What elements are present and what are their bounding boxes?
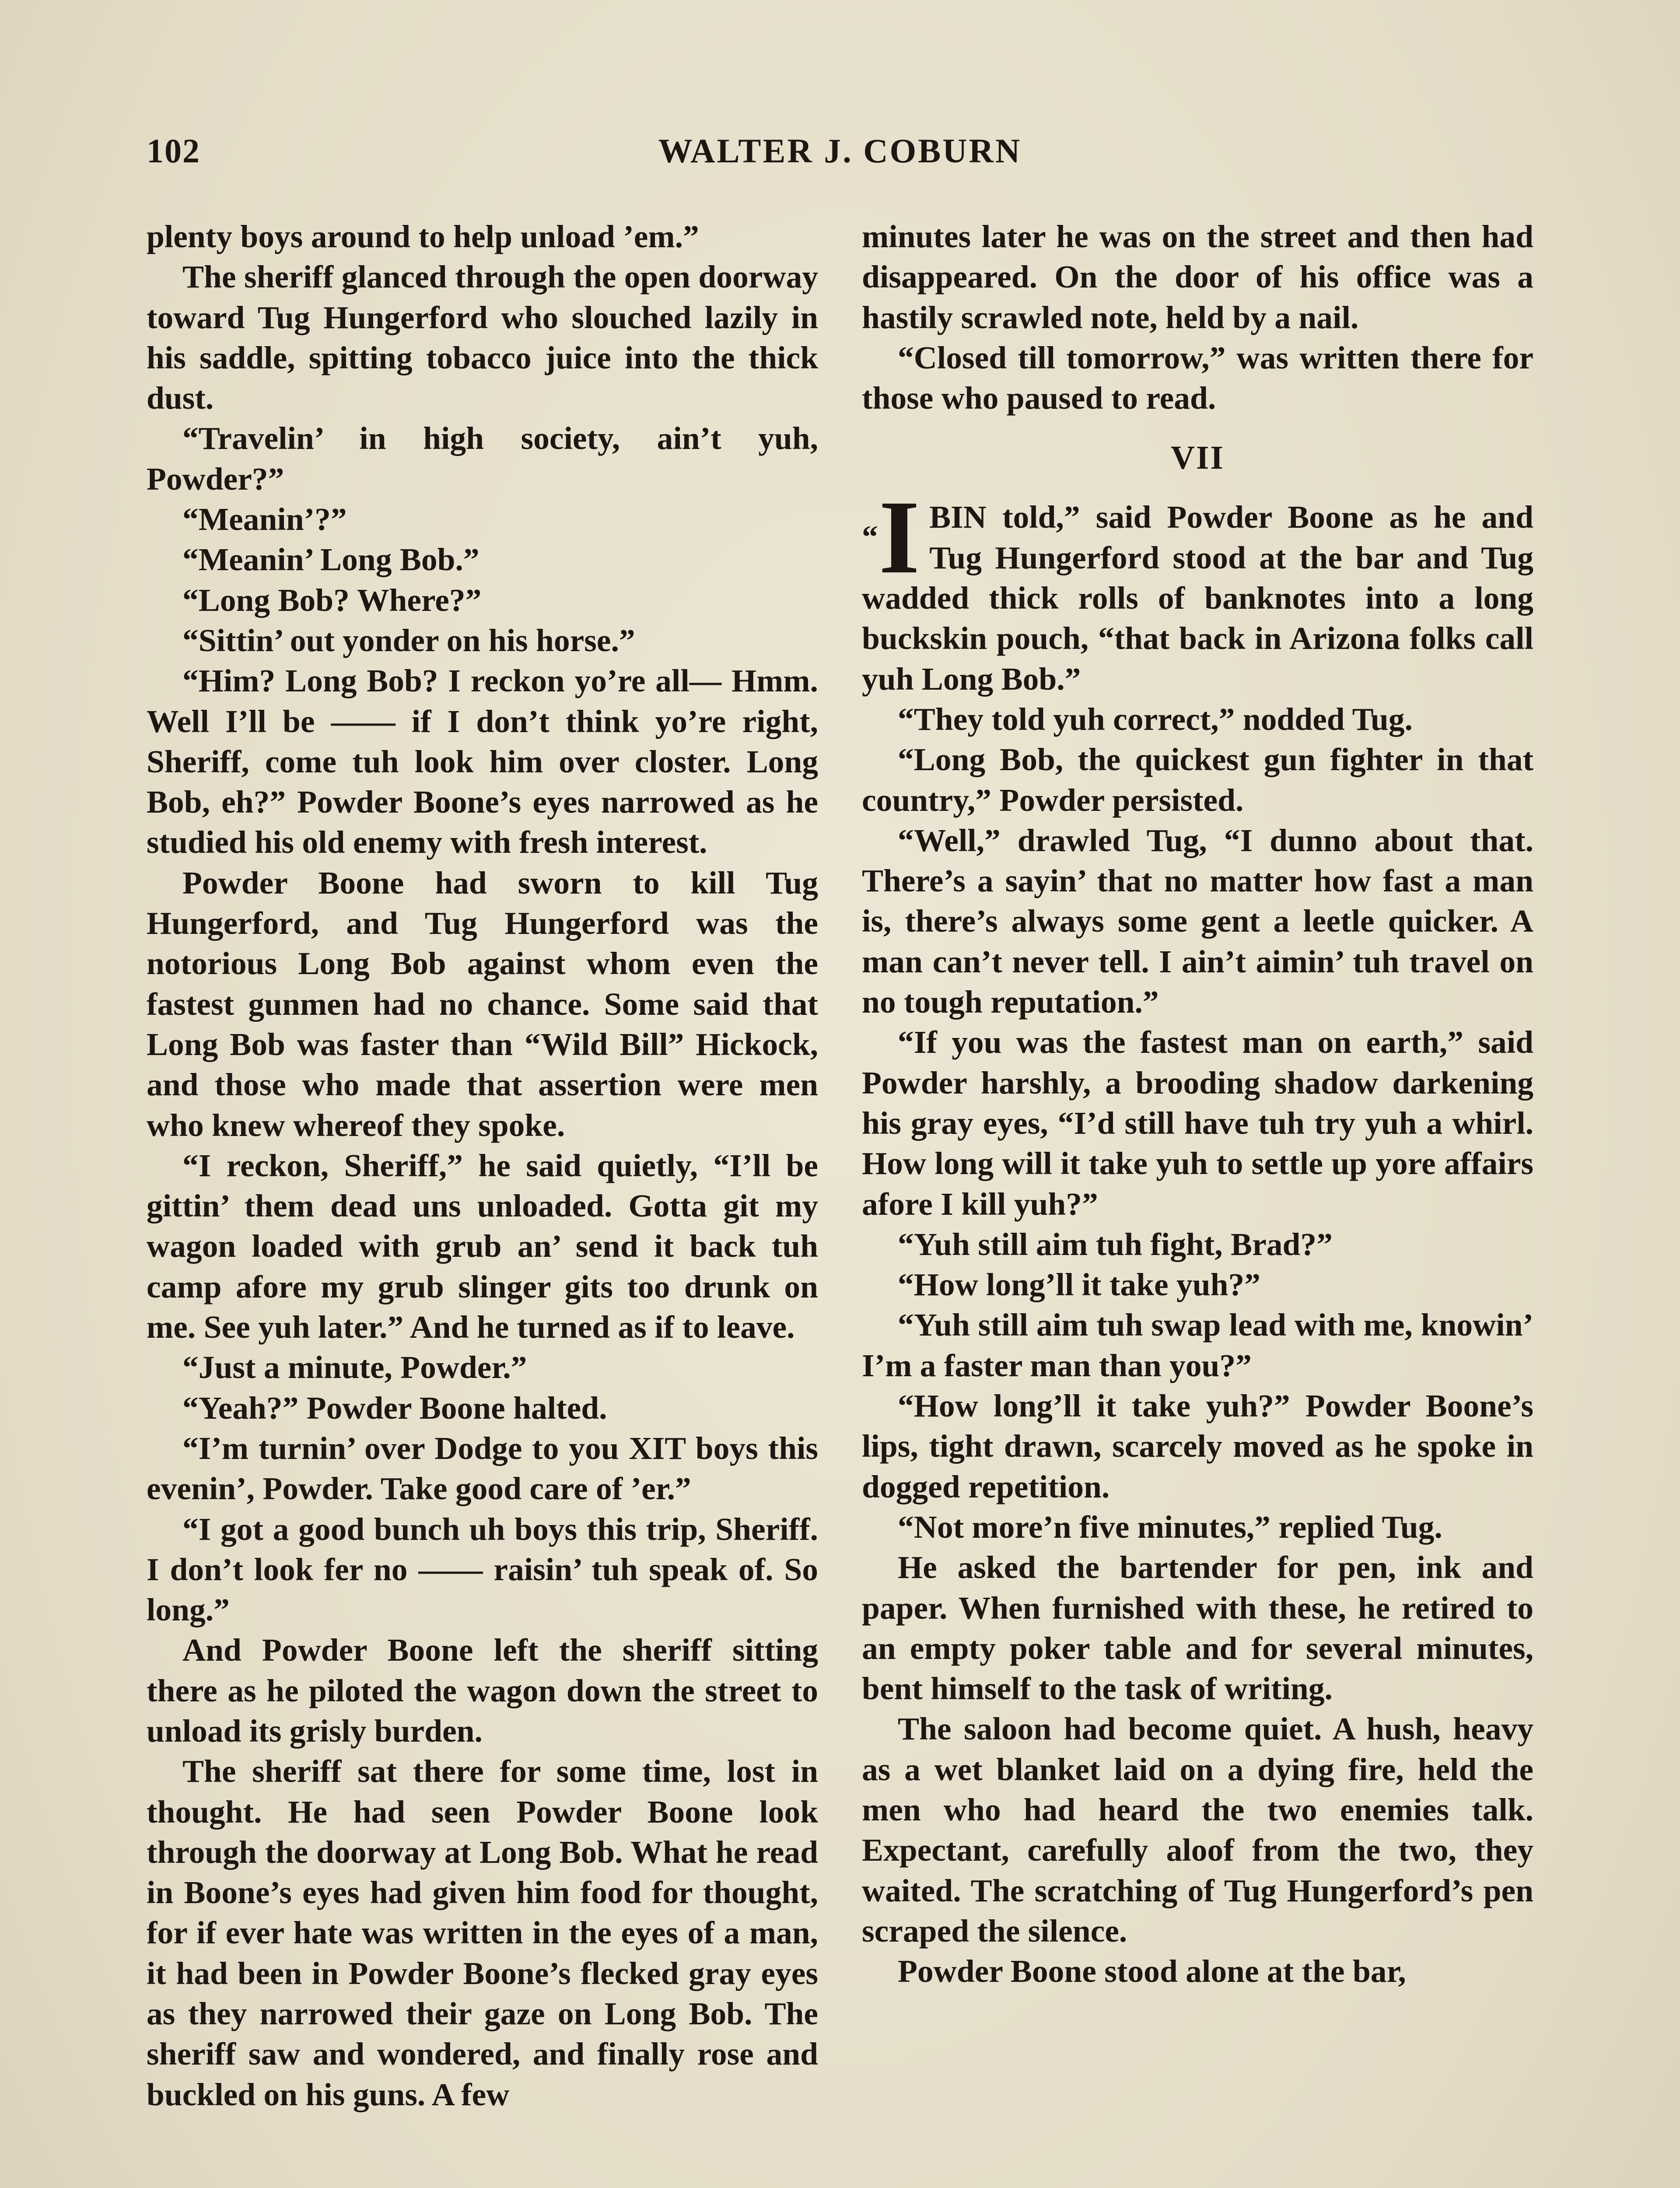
paragraph: And Powder Boone left the sheriff sitting there as he piloted the wagon down the street to unload its grisly burden. [147, 1632, 818, 1749]
paragraph: “How long’ll it take yuh?” [898, 1267, 1260, 1303]
right-column-rest [862, 699, 1533, 1992]
paragraph: “Meanin’ Long Bob.” [182, 542, 480, 578]
paragraph: “Yuh still aim tuh swap lead with me, knowin’ I’m a faster man than you?” [862, 1307, 1533, 1383]
running-head: WALTER J. COBURN [658, 132, 1022, 170]
paragraph: “Sittin’ out yonder on his horse.” [182, 622, 635, 658]
paragraph: “They told yuh correct,” nodded Tug. [898, 701, 1413, 737]
drop-cap-letter: I [878, 479, 920, 596]
paragraph: “I reckon, Sheriff,” he said quietly, “I’ll be gittin’ them dead uns unloaded. Gotta git my wagon loaded with grub an’ send it back tuh camp afore my grub slinger gits too drunk on me. See yuh later.” And he turned as if to leave. [147, 1147, 818, 1345]
paragraph: The saloon had become quiet. A hush, heavy as a wet blanket laid on a dying fire, held the men who had heard the two enemies talk. Expectant, carefully aloof from the two, they waited. The scratching of Tug Hungerford’s pen scraped the silence. [862, 1711, 1533, 1949]
paragraph: “If you was the fastest man on earth,” said Powder harshly, a brooding shadow darkening his gray eyes, “I’d still have tuh try yuh a whirl. How long will it take yuh to settle up yore affairs afore I kill yuh?” [862, 1024, 1533, 1222]
paragraph: The sheriff glanced through the open doorway toward Tug Hungerford who slouched lazily in his saddle, spitting tobacco juice into the thick dust. [147, 259, 818, 416]
right-text-column [862, 217, 1533, 1992]
paragraph: The sheriff sat there for some time, lost in thought. He had seen Powder Boone look through the doorway at Long Bob. What he read in Boone’s eyes had given him food for thought, for if ever hate was written in the eyes of a man, it had been in Powder Boone’s flecked gray eyes as they narrowed their gaze on Long Bob. The sheriff saw and wondered, and finally rose and buckled on his guns. A few [147, 1753, 818, 2112]
paragraph: Powder Boone had sworn to kill Tug Hungerford, and Tug Hungerford was the notorious Long Bob against whom even the fastest gunmen had no chance. Some said that Long Bob was faster than “Wild Bill” Hickock, and those who made that assertion were men who knew whereof they spoke. [147, 865, 818, 1143]
paragraph: “Meanin’?” [182, 501, 347, 537]
paragraph: “I’m turnin’ over Dodge to you XIT boys this evenin’, Powder. Take good care of ’er.” [147, 1430, 818, 1507]
paragraph: “Not more’n five minutes,” replied Tug. [898, 1509, 1442, 1545]
drop-cap [862, 479, 920, 596]
paragraph: “Travelin’ in high society, ain’t yuh, Powder?” [147, 421, 818, 497]
paragraph: “Long Bob? Where?” [182, 582, 482, 618]
chapter-heading: VII [1170, 439, 1225, 477]
paragraph: “Him? Long Bob? I reckon yo’re all— Hmm. Well I’ll be —— if I don’t think yo’re right, Sheriff, come tuh look him over closter. Long Bob, eh?” Powder Boone’s eyes narrowed as he studied his old enemy with fresh interest. [147, 663, 818, 860]
paragraph: plenty boys around to help unload ’em.” [147, 219, 699, 254]
paragraph: “Just a minute, Powder.” [182, 1350, 527, 1385]
drop-cap-open-quote: “ [862, 519, 878, 555]
paragraph: He asked the bartender for pen, ink and paper. When furnished with these, he retired to an empty poker table and for several minutes, bent himself to the task of writing. [862, 1550, 1533, 1707]
paragraph: “How long’ll it take yuh?” Powder Boone’s lips, tight drawn, scarcely moved as he spoke in dogged repetition. [862, 1388, 1533, 1504]
chapter-opening-paragraph [862, 479, 1533, 699]
right-column-top [862, 217, 1533, 418]
page-header [147, 131, 1533, 179]
page-number: 102 [147, 132, 200, 170]
paragraph: “Yeah?” Powder Boone halted. [182, 1390, 607, 1426]
paragraph: “Well,” drawled Tug, “I dunno about that. There’s a sayin’ that no matter how fast a man is, there’s always some gent a leetle quicker. A man can’t never tell. I ain’t aimin’ tuh travel on no tough reputation.” [862, 822, 1533, 1020]
left-text-column [147, 217, 818, 2115]
paragraph: “Closed till tomorrow,” was written there for those who paused to read. [862, 340, 1533, 416]
paragraph: minutes later he was on the street and then had disappeared. On the door of his office was a hastily scrawled note, held by a nail. [862, 219, 1533, 335]
paragraph: Powder Boone stood alone at the bar, [898, 1953, 1406, 1989]
chapter-opening-text: BIN told,” said Powder Boone as he and Tug Hungerford stood at the bar and Tug wadded thick rolls of banknotes into a long buckskin pouch, “that back in Arizona folks call yuh Long Bob.” [862, 499, 1533, 697]
paragraph: “Long Bob, the quickest gun fighter in that country,” Powder persisted. [862, 742, 1533, 818]
paragraph: “Yuh still aim tuh fight, Brad?” [898, 1226, 1333, 1262]
paragraph: “I got a good bunch uh boys this trip, Sheriff. I don’t look fer no —— raisin’ tuh speak of. So long.” [147, 1511, 818, 1628]
